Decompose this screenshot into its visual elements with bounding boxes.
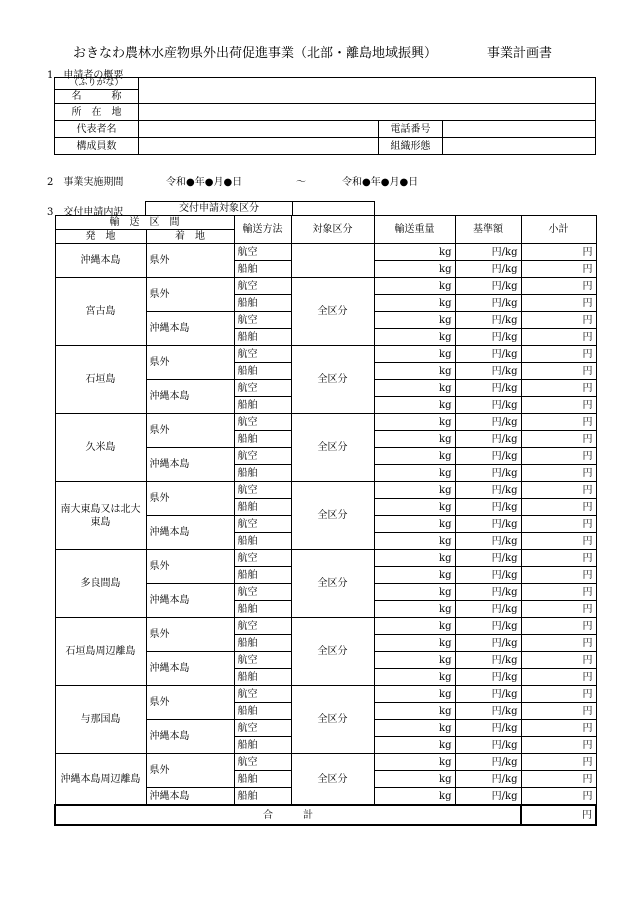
dest-cell: 沖縄本島	[146, 312, 234, 346]
weight-cell[interactable]: kg	[374, 720, 455, 737]
subtotal-cell[interactable]: 円	[521, 380, 596, 397]
weight-cell[interactable]: kg	[374, 499, 455, 516]
furigana-label: （ふりがな）	[55, 78, 139, 90]
rate-cell[interactable]: 円/kg	[455, 516, 521, 533]
members-field[interactable]	[139, 138, 379, 155]
subtotal-cell[interactable]: 円	[521, 788, 596, 806]
weight-cell[interactable]: kg	[374, 363, 455, 380]
table-row	[55, 414, 596, 431]
origin-cell: 与那国島	[55, 686, 146, 754]
members-label: 構成員数	[55, 138, 139, 155]
rep-field[interactable]	[139, 121, 379, 138]
method-cell: 航空	[234, 652, 291, 669]
subtotal-cell[interactable]: 円	[521, 499, 596, 516]
method-cell: 船舶	[234, 601, 291, 618]
rate-cell[interactable]: 円/kg	[455, 669, 521, 686]
method-cell: 船舶	[234, 329, 291, 346]
dest-cell: 県外	[146, 414, 234, 448]
subtotal-cell[interactable]: 円	[521, 295, 596, 312]
phone-field[interactable]	[443, 121, 596, 138]
method-cell: 航空	[234, 244, 291, 261]
rate-cell[interactable]: 円/kg	[455, 329, 521, 346]
dest-cell: 沖縄本島	[146, 516, 234, 550]
rate-cell[interactable]: 円/kg	[455, 601, 521, 618]
dest-cell: 沖縄本島	[146, 448, 234, 482]
method-header: 輸送方法	[234, 216, 291, 244]
subtotal-cell[interactable]: 円	[521, 550, 596, 567]
weight-cell[interactable]: kg	[374, 618, 455, 635]
subtotal-cell[interactable]: 円	[521, 329, 596, 346]
weight-cell[interactable]: kg	[374, 771, 455, 788]
method-cell: 船舶	[234, 669, 291, 686]
subtotal-cell[interactable]: 円	[521, 448, 596, 465]
dest-cell: 沖縄本島	[146, 720, 234, 754]
target-cell: 全区分	[291, 550, 374, 618]
rate-cell[interactable]: 円/kg	[455, 312, 521, 329]
method-cell: 航空	[234, 312, 291, 329]
method-cell: 船舶	[234, 397, 291, 414]
subtotal-cell[interactable]: 円	[521, 703, 596, 720]
rep-label: 代表者名	[55, 121, 139, 138]
weight-cell[interactable]: kg	[374, 533, 455, 550]
method-cell: 船舶	[234, 567, 291, 584]
subtotal-cell[interactable]: 円	[521, 465, 596, 482]
method-cell: 船舶	[234, 295, 291, 312]
table-row	[55, 244, 596, 261]
rate-cell[interactable]: 円/kg	[455, 567, 521, 584]
rate-cell[interactable]: 円/kg	[455, 261, 521, 278]
org-field[interactable]	[443, 138, 596, 155]
name-field[interactable]	[139, 78, 596, 104]
rate-cell[interactable]: 円/kg	[455, 346, 521, 363]
weight-cell[interactable]: kg	[374, 380, 455, 397]
target-cell: 全区分	[291, 482, 374, 550]
weight-cell[interactable]: kg	[374, 516, 455, 533]
subtotal-cell[interactable]: 円	[521, 669, 596, 686]
weight-cell[interactable]: kg	[374, 584, 455, 601]
method-cell: 船舶	[234, 465, 291, 482]
subtotal-cell[interactable]: 円	[521, 771, 596, 788]
rate-cell[interactable]: 円/kg	[455, 720, 521, 737]
period-start: 令和●年●月●日	[166, 177, 243, 188]
weight-cell[interactable]: kg	[374, 703, 455, 720]
origin-cell: 久米島	[55, 414, 146, 482]
method-cell: 船舶	[234, 788, 291, 806]
subtotal-cell[interactable]: 円	[521, 244, 596, 261]
dest-cell: 沖縄本島	[146, 380, 234, 414]
weight-cell[interactable]: kg	[374, 550, 455, 567]
weight-cell[interactable]: kg	[374, 448, 455, 465]
rate-cell[interactable]: 円/kg	[455, 550, 521, 567]
weight-cell[interactable]: kg	[374, 295, 455, 312]
section3-heading: 3 交付申請内訳	[47, 207, 124, 218]
dest-cell: 県外	[146, 482, 234, 516]
dest-cell: 沖縄本島	[146, 584, 234, 618]
weight-cell[interactable]: kg	[374, 397, 455, 414]
total-row	[55, 805, 596, 825]
subtotal-cell[interactable]: 円	[521, 261, 596, 278]
target-cell: 全区分	[291, 414, 374, 482]
dest-cell: 県外	[146, 686, 234, 720]
dest-cell: 県外	[146, 550, 234, 584]
subtotal-header: 小計	[521, 216, 596, 244]
dest-header: 着 地	[146, 230, 234, 244]
rate-cell[interactable]: 円/kg	[455, 278, 521, 295]
target-cell: 全区分	[291, 754, 374, 806]
rate-cell[interactable]: 円/kg	[455, 244, 521, 261]
target-cell: 全区分	[291, 686, 374, 754]
rate-cell[interactable]: 円/kg	[455, 788, 521, 806]
weight-cell[interactable]: kg	[374, 482, 455, 499]
total-label: 合 計	[55, 805, 521, 825]
method-cell: 航空	[234, 550, 291, 567]
address-field[interactable]	[139, 104, 596, 121]
rate-cell[interactable]: 円/kg	[455, 618, 521, 635]
table-row	[55, 550, 596, 567]
subtotal-cell[interactable]: 円	[521, 618, 596, 635]
method-cell: 航空	[234, 482, 291, 499]
method-cell: 船舶	[234, 635, 291, 652]
method-cell: 航空	[234, 448, 291, 465]
rate-cell[interactable]: 円/kg	[455, 380, 521, 397]
dest-cell: 県外	[146, 346, 234, 380]
dest-cell: 県外	[146, 278, 234, 312]
rate-cell[interactable]: 円/kg	[455, 737, 521, 754]
weight-cell[interactable]: kg	[374, 737, 455, 754]
target-category-table	[145, 201, 375, 216]
method-cell: 船舶	[234, 431, 291, 448]
table-row	[55, 754, 596, 771]
applicant-table	[54, 77, 596, 155]
rate-cell[interactable]: 円/kg	[455, 363, 521, 380]
method-cell: 船舶	[234, 737, 291, 754]
dest-cell: 県外	[146, 754, 234, 788]
subtotal-cell[interactable]: 円	[521, 312, 596, 329]
method-cell: 船舶	[234, 771, 291, 788]
method-cell: 航空	[234, 516, 291, 533]
subtotal-cell[interactable]: 円	[521, 346, 596, 363]
subtotal-cell[interactable]: 円	[521, 754, 596, 771]
method-cell: 船舶	[234, 499, 291, 516]
rate-cell[interactable]: 円/kg	[455, 754, 521, 771]
origin-cell: 南大東島又は北大東島	[55, 482, 146, 550]
weight-cell[interactable]: kg	[374, 686, 455, 703]
period-tilde: ～	[296, 177, 306, 188]
subtotal-cell[interactable]: 円	[521, 601, 596, 618]
section1-heading: 1 申請者の概要	[47, 70, 124, 81]
origin-cell: 宮古島	[55, 278, 146, 346]
method-cell: 航空	[234, 686, 291, 703]
route-header: 輸 送 区 間	[55, 216, 234, 230]
subtotal-cell[interactable]: 円	[521, 363, 596, 380]
rate-cell[interactable]: 円/kg	[455, 703, 521, 720]
method-cell: 船舶	[234, 703, 291, 720]
subtotal-cell[interactable]: 円	[521, 720, 596, 737]
method-cell: 船舶	[234, 261, 291, 278]
subtotal-cell[interactable]: 円	[521, 278, 596, 295]
table-row	[55, 686, 596, 703]
table-row	[55, 482, 596, 499]
method-cell: 航空	[234, 618, 291, 635]
weight-cell[interactable]: kg	[374, 261, 455, 278]
subtotal-cell[interactable]: 円	[521, 482, 596, 499]
weight-cell[interactable]: kg	[374, 329, 455, 346]
weight-cell[interactable]: kg	[374, 635, 455, 652]
target-header: 対象区分	[291, 216, 374, 244]
org-label: 組織形態	[379, 138, 443, 155]
rate-cell[interactable]: 円/kg	[455, 771, 521, 788]
subtotal-cell[interactable]: 円	[521, 652, 596, 669]
weight-cell[interactable]: kg	[374, 465, 455, 482]
weight-cell[interactable]: kg	[374, 652, 455, 669]
target-cell: 全区分	[291, 278, 374, 346]
weight-cell[interactable]: kg	[374, 312, 455, 329]
weight-cell[interactable]: kg	[374, 567, 455, 584]
dest-cell: 県外	[146, 244, 234, 278]
rate-cell[interactable]: 円/kg	[455, 533, 521, 550]
phone-label: 電話番号	[379, 121, 443, 138]
subtotal-cell[interactable]: 円	[521, 431, 596, 448]
subtotal-cell[interactable]: 円	[521, 635, 596, 652]
target-cell: 全区分	[291, 618, 374, 686]
weight-cell[interactable]: kg	[374, 788, 455, 806]
subtotal-cell[interactable]: 円	[521, 516, 596, 533]
weight-header: 輸送重量	[374, 216, 455, 244]
subtotal-cell[interactable]: 円	[521, 686, 596, 703]
document-type: 事業計画書	[487, 46, 553, 61]
rate-cell[interactable]: 円/kg	[455, 584, 521, 601]
subtotal-cell[interactable]: 円	[521, 533, 596, 550]
section2-heading: 2 事業実施期間	[47, 177, 124, 188]
origin-cell: 多良間島	[55, 550, 146, 618]
dest-cell: 沖縄本島	[146, 652, 234, 686]
subtotal-cell[interactable]: 円	[521, 414, 596, 431]
target-cell	[291, 244, 374, 278]
rate-cell[interactable]: 円/kg	[455, 686, 521, 703]
address-label: 所 在 地	[55, 104, 139, 121]
weight-cell[interactable]: kg	[374, 244, 455, 261]
method-cell: 航空	[234, 754, 291, 771]
weight-cell[interactable]: kg	[374, 601, 455, 618]
origin-cell: 石垣島周辺離島	[55, 618, 146, 686]
rate-cell[interactable]: 円/kg	[455, 499, 521, 516]
method-cell: 航空	[234, 346, 291, 363]
rate-header: 基準額	[455, 216, 521, 244]
table-row	[55, 278, 596, 295]
subtotal-cell[interactable]: 円	[521, 584, 596, 601]
rate-cell[interactable]: 円/kg	[455, 414, 521, 431]
total-amount-cell[interactable]: 円	[521, 805, 596, 825]
target-category-label: 交付申請対象区分	[146, 202, 293, 216]
target-cell: 全区分	[291, 346, 374, 414]
rate-cell[interactable]: 円/kg	[455, 431, 521, 448]
origin-header: 発 地	[55, 230, 146, 244]
weight-cell[interactable]: kg	[374, 754, 455, 771]
breakdown-table	[54, 215, 597, 826]
subtotal-cell[interactable]: 円	[521, 397, 596, 414]
target-category-field[interactable]	[293, 202, 375, 216]
table-row	[55, 618, 596, 635]
method-cell: 船舶	[234, 533, 291, 550]
method-cell: 航空	[234, 414, 291, 431]
weight-cell[interactable]: kg	[374, 669, 455, 686]
rate-cell[interactable]: 円/kg	[455, 448, 521, 465]
weight-cell[interactable]: kg	[374, 278, 455, 295]
subtotal-cell[interactable]: 円	[521, 567, 596, 584]
rate-cell[interactable]: 円/kg	[455, 295, 521, 312]
origin-cell: 沖縄本島周辺離島	[55, 754, 146, 806]
origin-cell: 石垣島	[55, 346, 146, 414]
weight-cell[interactable]: kg	[374, 346, 455, 363]
rate-cell[interactable]: 円/kg	[455, 482, 521, 499]
method-cell: 航空	[234, 278, 291, 295]
dest-cell: 県外	[146, 618, 234, 652]
weight-cell[interactable]: kg	[374, 431, 455, 448]
method-cell: 航空	[234, 380, 291, 397]
rate-cell[interactable]: 円/kg	[455, 635, 521, 652]
name-label: 名 称	[55, 90, 139, 104]
weight-cell[interactable]: kg	[374, 414, 455, 431]
rate-cell[interactable]: 円/kg	[455, 397, 521, 414]
period-end: 令和●年●月●日	[342, 177, 419, 188]
rate-cell[interactable]: 円/kg	[455, 465, 521, 482]
table-row	[55, 346, 596, 363]
rate-cell[interactable]: 円/kg	[455, 652, 521, 669]
subtotal-cell[interactable]: 円	[521, 737, 596, 754]
method-cell: 航空	[234, 584, 291, 601]
document-title: おきなわ農林水産物県外出荷促進事業（北部・離島地域振興）	[73, 46, 438, 61]
method-cell: 航空	[234, 720, 291, 737]
dest-cell: 沖縄本島	[146, 788, 234, 806]
method-cell: 船舶	[234, 363, 291, 380]
origin-cell: 沖縄本島	[55, 244, 146, 278]
